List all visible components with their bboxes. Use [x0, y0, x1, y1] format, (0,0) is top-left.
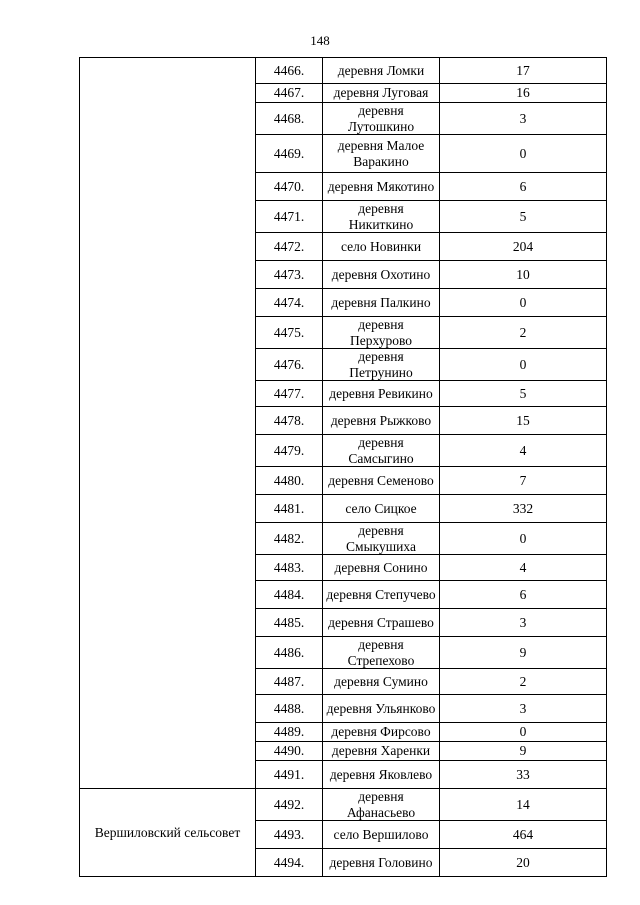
row-number-cell: 4481. — [256, 495, 323, 523]
population-cell: 33 — [440, 761, 607, 789]
row-number-cell: 4472. — [256, 233, 323, 261]
row-number-cell: 4488. — [256, 695, 323, 723]
population-cell: 9 — [440, 742, 607, 761]
row-number-cell: 4493. — [256, 821, 323, 849]
row-number-cell: 4489. — [256, 723, 323, 742]
population-cell: 3 — [440, 609, 607, 637]
row-number-cell: 4466. — [256, 58, 323, 84]
population-cell: 7 — [440, 467, 607, 495]
settlements-table-body — [80, 58, 607, 877]
settlement-name-cell: деревня Рыжково — [323, 407, 440, 435]
settlement-name-cell: деревня Сумино — [323, 669, 440, 695]
row-number-cell: 4487. — [256, 669, 323, 695]
council-cell — [80, 58, 256, 789]
settlement-name-cell: деревня Ломки — [323, 58, 440, 84]
row-number-cell: 4469. — [256, 135, 323, 173]
population-cell: 5 — [440, 201, 607, 233]
row-number-cell: 4471. — [256, 201, 323, 233]
row-number-cell: 4470. — [256, 173, 323, 201]
population-cell: 4 — [440, 435, 607, 467]
row-number-cell: 4478. — [256, 407, 323, 435]
population-cell: 6 — [440, 581, 607, 609]
settlement-name-cell: деревня Яковлево — [323, 761, 440, 789]
row-number-cell: 4474. — [256, 289, 323, 317]
population-cell: 6 — [440, 173, 607, 201]
settlement-name-cell: деревня Малое Варакино — [323, 135, 440, 173]
settlement-name-cell: деревня Никиткино — [323, 201, 440, 233]
population-cell: 17 — [440, 58, 607, 84]
row-number-cell: 4494. — [256, 849, 323, 877]
settlement-name-cell: деревня Ревикино — [323, 381, 440, 407]
population-cell: 464 — [440, 821, 607, 849]
settlement-name-cell: деревня Петрунино — [323, 349, 440, 381]
row-number-cell: 4485. — [256, 609, 323, 637]
population-cell: 0 — [440, 349, 607, 381]
settlement-name-cell: деревня Семеново — [323, 467, 440, 495]
row-number-cell: 4479. — [256, 435, 323, 467]
population-cell: 20 — [440, 849, 607, 877]
population-cell: 5 — [440, 381, 607, 407]
settlement-name-cell: деревня Мякотино — [323, 173, 440, 201]
row-number-cell: 4468. — [256, 103, 323, 135]
row-number-cell: 4467. — [256, 84, 323, 103]
settlement-name-cell: село Новинки — [323, 233, 440, 261]
population-cell: 9 — [440, 637, 607, 669]
settlement-name-cell: деревня Страшево — [323, 609, 440, 637]
population-cell: 2 — [440, 317, 607, 349]
population-cell: 0 — [440, 135, 607, 173]
row-number-cell: 4484. — [256, 581, 323, 609]
population-cell: 0 — [440, 289, 607, 317]
population-cell: 3 — [440, 103, 607, 135]
row-number-cell: 4480. — [256, 467, 323, 495]
table-row — [80, 789, 607, 821]
population-cell: 16 — [440, 84, 607, 103]
settlement-name-cell: деревня Самсыгино — [323, 435, 440, 467]
settlement-name-cell: деревня Палкино — [323, 289, 440, 317]
population-cell: 0 — [440, 723, 607, 742]
settlement-name-cell: деревня Луговая — [323, 84, 440, 103]
settlement-name-cell: деревня Фирсово — [323, 723, 440, 742]
population-cell: 10 — [440, 261, 607, 289]
settlement-name-cell: деревня Афанасьево — [323, 789, 440, 821]
settlement-name-cell: деревня Смыкушиха — [323, 523, 440, 555]
population-cell: 0 — [440, 523, 607, 555]
settlement-name-cell: деревня Степучево — [323, 581, 440, 609]
table-row — [80, 58, 607, 84]
population-cell: 15 — [440, 407, 607, 435]
settlement-name-cell: деревня Перхурово — [323, 317, 440, 349]
row-number-cell: 4477. — [256, 381, 323, 407]
settlement-name-cell: деревня Лутошкино — [323, 103, 440, 135]
settlement-name-cell: деревня Ульянково — [323, 695, 440, 723]
row-number-cell: 4475. — [256, 317, 323, 349]
settlement-name-cell: деревня Охотино — [323, 261, 440, 289]
row-number-cell: 4476. — [256, 349, 323, 381]
population-cell: 332 — [440, 495, 607, 523]
population-cell: 2 — [440, 669, 607, 695]
row-number-cell: 4473. — [256, 261, 323, 289]
settlement-name-cell: деревня Харенки — [323, 742, 440, 761]
population-cell: 204 — [440, 233, 607, 261]
row-number-cell: 4492. — [256, 789, 323, 821]
row-number-cell: 4490. — [256, 742, 323, 761]
settlements-table — [79, 57, 607, 877]
row-number-cell: 4482. — [256, 523, 323, 555]
settlement-name-cell: деревня Стрепехово — [323, 637, 440, 669]
settlement-name-cell: деревня Сонино — [323, 555, 440, 581]
row-number-cell: 4491. — [256, 761, 323, 789]
population-cell: 4 — [440, 555, 607, 581]
settlement-name-cell: село Сицкое — [323, 495, 440, 523]
population-cell: 3 — [440, 695, 607, 723]
row-number-cell: 4486. — [256, 637, 323, 669]
row-number-cell: 4483. — [256, 555, 323, 581]
settlement-name-cell: деревня Головино — [323, 849, 440, 877]
page-number: 148 — [310, 33, 330, 48]
population-cell: 14 — [440, 789, 607, 821]
settlement-name-cell: село Вершилово — [323, 821, 440, 849]
council-cell: Вершиловский сельсовет — [80, 789, 256, 877]
